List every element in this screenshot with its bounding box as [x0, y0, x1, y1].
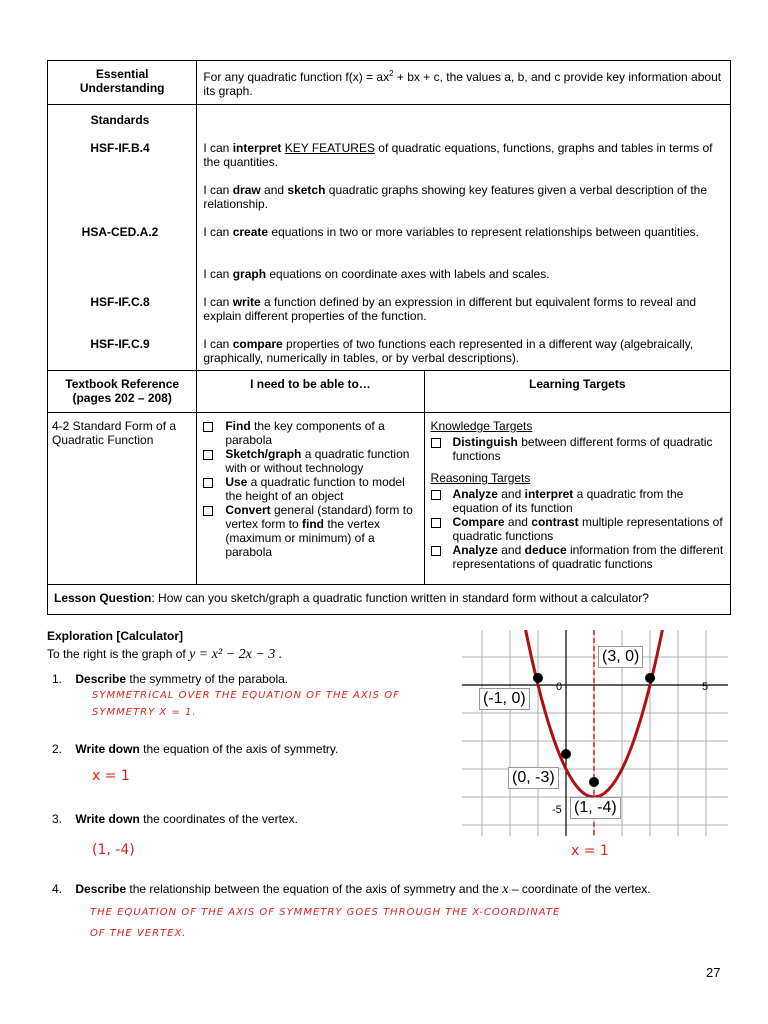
- statement: I can write a function defined by an expression in different but equivalent forms to reveal and explain different properties of the function.: [203, 295, 697, 323]
- target-item: Distinguish between different forms of quadratic functions: [431, 435, 726, 463]
- parabola-graph: [462, 630, 732, 860]
- question-3: 3. Write down the coordinates of the vertex.: [52, 812, 298, 826]
- targets-cell: [424, 413, 730, 585]
- reasoning-targets-label: Reasoning Targets: [430, 471, 531, 485]
- target-item: Analyze and interpret a quadratic from the equation of its function: [431, 487, 726, 515]
- point-neg1-0: [533, 673, 543, 683]
- answer-3: (1, -4): [92, 842, 135, 858]
- standard-code: HSF-IF.B.4: [90, 141, 150, 155]
- standard-code: HSF-IF.C.9: [90, 337, 150, 351]
- exploration-intro: To the right is the graph of y = x² − 2x − 3 .: [47, 647, 283, 662]
- standards-statements: [197, 105, 731, 371]
- learning-targets-header: Learning Targets: [424, 371, 730, 413]
- checkbox-icon: [203, 478, 213, 488]
- label-point-3-0: (3, 0): [598, 646, 643, 668]
- checkbox-icon: [431, 546, 441, 556]
- label-point-1-neg4: (1, -4): [570, 797, 621, 819]
- need-item: Convert general (standard) form to vertex form to find the vertex (maximum or minimum) of a parabola: [203, 503, 419, 559]
- tick-neg5: -5: [552, 804, 562, 816]
- need-to-be-able-header: I need to be able to…: [197, 371, 424, 413]
- standards-column: [48, 105, 197, 371]
- statement: I can interpret KEY FEATURES of quadratic equations, functions, graphs and tables in terms of the quantities.: [203, 141, 713, 169]
- point-0-neg3: [561, 749, 571, 759]
- standard-code: HSF-IF.C.8: [90, 295, 150, 309]
- answer-4-line-1: THE EQUATION OF THE AXIS OF SYMMETRY GOES THROUGH THE X-COORDINATE: [90, 907, 561, 918]
- checkbox-icon: [203, 506, 213, 516]
- label-point-0-neg3: (0, -3): [508, 767, 559, 789]
- question-1: 1. Describe the symmetry of the parabola.: [52, 672, 289, 686]
- answer-2: x = 1: [92, 768, 130, 784]
- standards-table: [47, 60, 731, 615]
- answer-1-line-1: SYMMETRICAL OVER THE EQUATION OF THE AXIS OF: [92, 690, 400, 701]
- need-item: Find the key components of a parabola: [203, 419, 419, 447]
- axis-of-symmetry-label: x = 1: [571, 843, 609, 859]
- page-number: 27: [706, 965, 721, 980]
- essential-understanding-text: For any quadratic function $f(x) = ax^2$ + bx + c, the values a, b, and c provide key information about its graph.: [197, 61, 731, 105]
- tick-5: 5: [702, 681, 709, 693]
- checkbox-icon: [431, 438, 441, 448]
- statement: I can graph equations on coordinate axes with labels and scales.: [203, 267, 550, 281]
- target-item: Analyze and deduce information from the different representations of quadratic functions: [431, 543, 726, 571]
- lesson-question: Lesson Question: How can you sketch/graph a quadratic function written in standard form without a calculator?: [48, 585, 731, 615]
- statement: I can create equations in two or more variables to represent relationships between quantities.: [203, 225, 699, 239]
- knowledge-targets-label: Knowledge Targets: [430, 419, 533, 433]
- answer-4-line-2: OF THE VERTEX.: [90, 928, 187, 939]
- reasoning-list: [425, 487, 730, 577]
- label-point-neg1-0: (-1, 0): [479, 688, 530, 710]
- point-1-neg4: [589, 777, 599, 787]
- checkbox-icon: [203, 422, 213, 432]
- checkbox-icon: [431, 490, 441, 500]
- question-2: 2. Write down the equation of the axis of symmetry.: [52, 742, 339, 756]
- exploration-title: Exploration [Calculator]: [47, 629, 184, 643]
- checkbox-icon: [203, 450, 213, 460]
- point-3-0: [645, 673, 655, 683]
- tick-0: 0: [556, 681, 563, 693]
- standards-label: Standards: [90, 113, 150, 127]
- statement: I can compare properties of two functions each represented in a different way (algebraically, graphically, numerically in tables, or by verbal descriptions).: [203, 337, 694, 365]
- textbook-section: 4-2 Standard Form of a Quadratic Function: [48, 413, 197, 585]
- standard-code: HSA-CED.A.2: [81, 225, 159, 239]
- statement: I can draw and sketch quadratic graphs showing key features given a verbal description of the relationship.: [203, 183, 707, 211]
- essential-understanding-label: Essential Understanding: [48, 61, 197, 105]
- knowledge-list: [425, 435, 730, 465]
- target-item: Compare and contrast multiple representations of quadratic functions: [431, 515, 726, 543]
- question-4: 4. Describe the relationship between the equation of the axis of symmetry and the x – coordinate of the vertex.: [52, 882, 651, 897]
- need-list: [197, 413, 423, 565]
- need-item: Use a quadratic function to model the height of an object: [203, 475, 419, 503]
- need-list-cell: [197, 413, 424, 585]
- need-item: Sketch/graph a quadratic function with or without technology: [203, 447, 419, 475]
- checkbox-icon: [431, 518, 441, 528]
- textbook-reference-header: Textbook Reference (pages 202 – 208): [48, 371, 197, 413]
- answer-1-line-2: SYMMETRY X = 1.: [92, 707, 197, 718]
